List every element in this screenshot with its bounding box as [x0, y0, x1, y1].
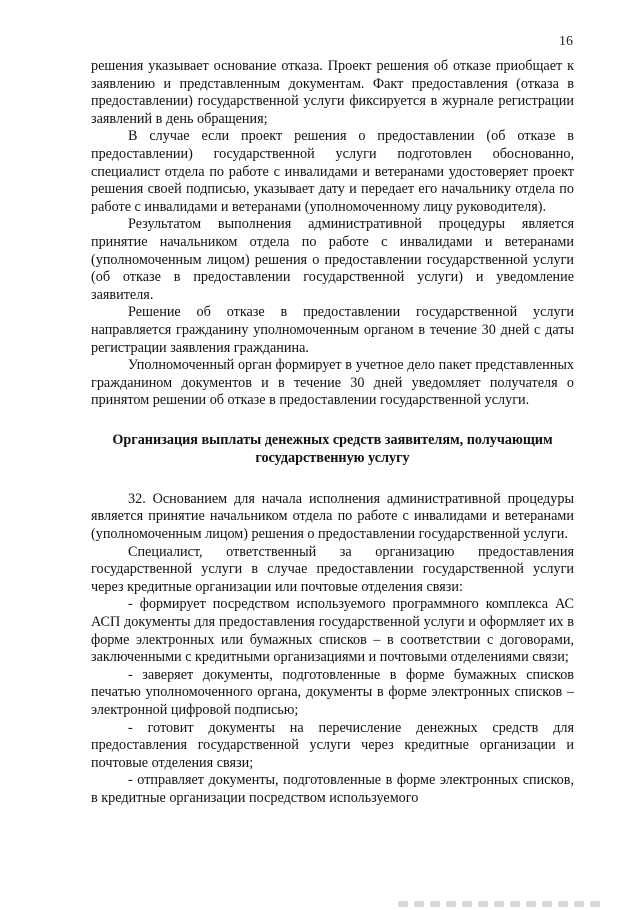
scan-edge-artifact [398, 901, 603, 907]
document-body [91, 58, 574, 808]
paragraph-refusal-basis: решения указывает основание отказа. Проект решения об отказе приобщает к заявлению и представленным документам. Факт предоставления (отказа в предоставлении) государственной услуги фиксируется в журнале регистрации заявлений в день обращения; [91, 58, 574, 127]
section-heading: Организация выплаты денежных средств заявителям, получающим государственную услугу [112, 431, 553, 466]
paragraph-responsible-specialist: Специалист, ответственный за организацию предоставления государственной услуги в случае предоставлении государственной услуги через кредитные организации или почтовые отделения связи: [91, 543, 574, 595]
list-item-certifies-documents: - заверяет документы, подготовленные в форме бумажных списков печатью уполномоченного органа, документы в форме электронных списков – электронной цифровой подписью; [91, 666, 574, 718]
list-item-forms-documents: - формирует посредством используемого программного комплекса АС АСП документы для предоставления государственной услуги и оформляет их в форме электронных или бумажных списков – в соответствии с договорами, заключенными с кредитными организациями и почтовыми отделениями связи; [91, 596, 574, 666]
paragraph-refusal-notice: Решение об отказе в предоставлении государственной услуги направляется гражданину уполномоченным органом в течение 30 дней с даты регистрации заявления гражданина. [91, 304, 574, 356]
paragraph-specialist-certifies: В случае если проект решения о предоставлении (об отказе в предоставлении) государственной услуги подготовлен обоснованно, специалист отдела по работе с инвалидами и ветеранами удостоверяет проект решения своей подписью, указывает дату и передает его начальнику отдела по работе с инвалидами и ветеранами (уполномоченному лицу руководителя). [91, 128, 574, 215]
list-item-sends-documents: - отправляет документы, подготовленные в форме электронных списков, в кредитные организации посредством используемого [91, 772, 574, 806]
paragraph-case-file: Уполномоченный орган формирует в учетное дело пакет представленных гражданином документов и в течение 30 дней уведомляет получателя о принятом решении об отказе в предоставлении государственной услуги. [91, 357, 574, 409]
page-number: 16 [559, 34, 573, 49]
paragraph-procedure-result: Результатом выполнения административной процедуры является принятие начальником отдела по работе с инвалидами и ветеранами (уполномоченным лицом) решения о предоставлении государственной услуги (об отказе в предоставлении государственной услуги) и уведомление заявителя. [91, 216, 574, 303]
list-item-prepares-transfer: - готовит документы на перечисление денежных средств для предоставления государственной услуги через кредитные организации и почтовые отделения связи; [91, 719, 574, 771]
paragraph-32-basis: 32. Основанием для начала исполнения административной процедуры является принятие начальником отдела по работе с инвалидами и ветеранами (уполномоченным лицом) решения о предоставлении государственной услуги. [91, 490, 574, 543]
